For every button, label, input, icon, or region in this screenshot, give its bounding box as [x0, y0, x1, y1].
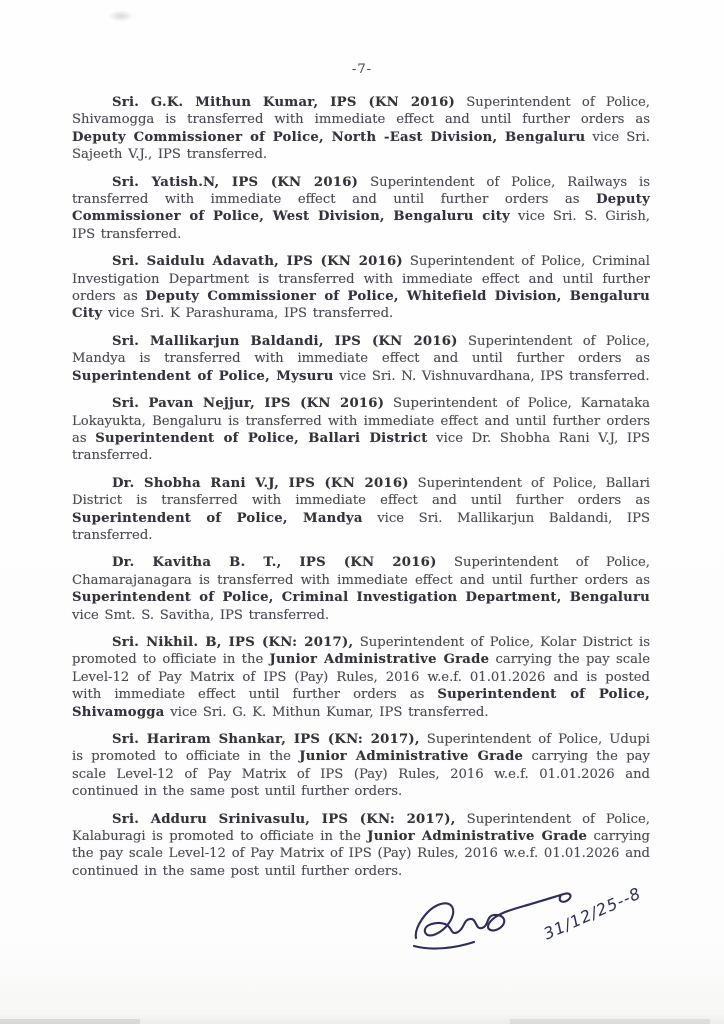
paragraph-text-segment: Superintendent of Police, Kolar District is promoted to officiate in the — [72, 634, 650, 668]
signature-date: 31/12/25--8 — [540, 883, 644, 944]
paragraph-text-segment: vice Sri. N. Vishnuvardhana, IPS transferred. — [333, 368, 650, 384]
paragraph-bold-segment: Sri. Nikhil. B, IPS (KN: 2017), — [112, 634, 354, 650]
scan-smudge — [108, 10, 134, 22]
paragraph-bold-segment: Dr. Kavitha B. T., IPS (KN 2016) — [112, 555, 437, 571]
paragraph-bold-segment: Sri. Saidulu Adavath, IPS (KN 2016) — [112, 254, 403, 270]
paragraph-text-segment: carrying the pay scale Level-12 of Pay Matrix of IPS (Pay) Rules, 2016 w.e.f. 01.01.2026 and continued in the same post until further orders. — [72, 749, 650, 800]
scan-edge-artifact — [510, 1019, 710, 1024]
document-paragraph — [72, 811, 650, 881]
paragraph-text-segment: Superintendent of Police, Kalaburagi is promoted to officiate in the — [72, 811, 650, 845]
paragraph-text-segment: Superintendent of Police, Mandya is transferred with immediate effect and until further orders as — [72, 333, 650, 367]
paragraph-bold-segment: Sri. G.K. Mithun Kumar, IPS (KN 2016) — [112, 95, 456, 110]
document-paragraph — [72, 174, 650, 244]
paragraph-bold-segment: Sri. Mallikarjun Baldandi, IPS (KN 2016) — [112, 333, 458, 349]
paragraph-text-segment: Superintendent of Police, Udupi is promoted to officiate in the — [72, 732, 650, 765]
paragraph-text-segment: vice Sri. Mallikarjun Baldandi, IPS transferred. — [72, 510, 651, 543]
document-body — [72, 94, 650, 880]
paragraph-bold-segment: Sri. Pavan Nejjur, IPS (KN 2016) — [112, 396, 385, 412]
paragraph-bold-segment: Deputy Commissioner of Police, West Division, Bengaluru city — [72, 192, 650, 225]
document-paragraph — [72, 475, 650, 545]
paragraph-text-segment: carrying the pay scale Level-12 of Pay Matrix of IPS (Pay) Rules, 2016 w.e.f. 01.01.2026 and continued in the same post until further orders. — [72, 829, 651, 879]
page-number: -7- — [351, 62, 373, 77]
paragraph-text-segment: vice Sri. K Parashurama, IPS transferred. — [102, 306, 394, 322]
document-paragraph — [72, 731, 650, 801]
document-paragraph — [72, 333, 650, 385]
paragraph-bold-segment: Junior Administrative Grade — [299, 749, 524, 765]
paragraph-text-segment: Superintendent of Police, Karnataka Lokayukta, Bengaluru is transferred with immediate effect and until further orders as — [72, 396, 650, 446]
paragraph-text-segment: Superintendent of Police, Ballari District is transferred with immediate effect and until further orders as — [72, 475, 650, 509]
paragraph-text-segment: Superintendent of Police, Chamarajanagara is transferred with immediate effect and until further orders as — [72, 555, 650, 588]
paragraph-bold-segment: Superintendent of Police, Criminal Investigation Department, Bengaluru — [72, 590, 650, 606]
paragraph-text-segment: Superintendent of Police, Railways is transferred with immediate effect and until further orders as — [72, 174, 651, 208]
paragraph-bold-segment: Junior Administrative Grade — [367, 829, 588, 845]
document-paragraph — [72, 554, 650, 624]
document-paragraph — [72, 634, 650, 721]
paragraph-text-segment: vice Dr. Shobha Rani V.J, IPS transferred. — [72, 430, 650, 464]
document-paragraph — [72, 395, 650, 465]
paragraph-text-segment: vice Sri. Sajeeth V.J., IPS transferred. — [72, 129, 650, 163]
signature-block — [412, 883, 652, 964]
paragraph-bold-segment: Superintendent of Police, Mandya — [72, 510, 363, 526]
paragraph-bold-segment: Sri. Hariram Shankar, IPS (KN: 2017), — [112, 732, 420, 747]
paragraph-text-segment: carrying the pay scale Level-12 of Pay Matrix of IPS (Pay) Rules, 2016 w.e.f. 01.01.2026 and is posted with immediate effect until further orders as — [72, 652, 650, 703]
paragraph-text-segment: vice Smt. S. Savitha, IPS transferred. — [72, 607, 330, 623]
paragraph-bold-segment: Deputy Commissioner of Police, Whitefield Division, Bengaluru City — [72, 289, 651, 322]
document-paragraph — [72, 94, 650, 164]
paragraph-bold-segment: Superintendent of Police, Ballari District — [95, 430, 428, 446]
paragraph-text-segment: vice Sri. G. K. Mithun Kumar, IPS transferred. — [164, 704, 489, 720]
paragraph-bold-segment: Sri. Adduru Srinivasulu, IPS (KN: 2017), — [112, 811, 456, 827]
paragraph-bold-segment: Superintendent of Police, Shivamogga — [72, 687, 650, 720]
paragraph-text-segment: Superintendent of Police, Shivamogga is transferred with immediate effect and until further orders as — [72, 95, 650, 128]
document-paragraph — [72, 253, 650, 323]
paragraph-bold-segment: Junior Administrative Grade — [269, 652, 490, 668]
paragraph-bold-segment: Sri. Yatish.N, IPS (KN 2016) — [112, 174, 359, 190]
paragraph-bold-segment: Deputy Commissioner of Police, North -East Division, Bengaluru — [72, 129, 586, 145]
paragraph-text-segment: vice Sri. S. Girish, IPS transferred. — [72, 209, 650, 242]
scan-edge-artifact — [0, 1019, 140, 1024]
paragraph-text-segment: Superintendent of Police, Criminal Investigation Department is transferred with immediate effect and until further orders as — [72, 254, 650, 305]
paragraph-bold-segment: Dr. Shobha Rani V.J, IPS (KN 2016) — [112, 475, 409, 491]
paragraph-bold-segment: Superintendent of Police, Mysuru — [72, 368, 334, 384]
